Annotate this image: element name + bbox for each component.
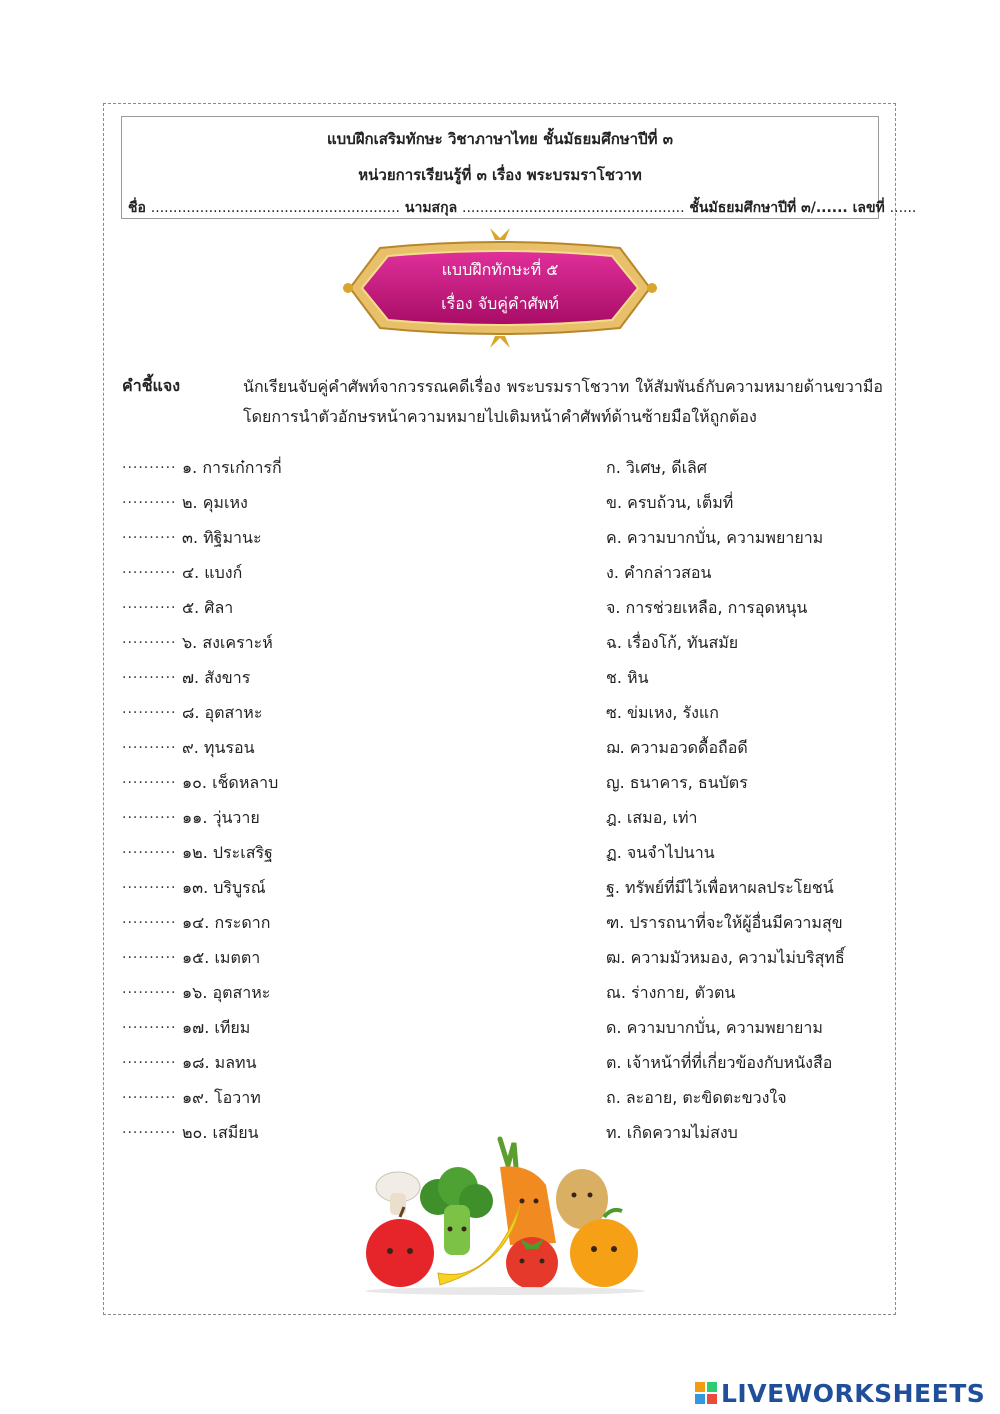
liveworksheets-icon: [695, 1382, 717, 1404]
meaning-item: ฒ. ความมัวหมอง, ความไม่บริสุทธิ์: [606, 948, 845, 967]
header-box: [121, 116, 917, 219]
instructions-text: นักเรียนจับคู่คำศัพท์จากวรรณคดีเรื่อง พระบรมราโชวาท ให้สัมพันธ์กับความหมายด้านขวามือโดยการนำตัวอักษรหน้าความหมายไปเติมหน้าคำศัพท์ด้านซ้ายมือให้ถูกต้อง: [243, 377, 883, 426]
term-item: ๑๘. มลทน: [182, 1053, 257, 1072]
match-row: [0, 666, 1000, 696]
answer-blank[interactable]: ..........: [122, 876, 177, 892]
term-item: ๑๒. ประเสริฐ: [182, 843, 273, 862]
answer-blank[interactable]: ..........: [122, 911, 177, 927]
match-row: [0, 561, 1000, 591]
term-item: ๗. สังขาร: [182, 668, 251, 687]
class-label: ชั้นมัธยมศึกษาปีที่ ๓/......: [689, 200, 848, 216]
answer-blank[interactable]: ..........: [122, 701, 177, 717]
badge-subtitle: เรื่อง จับคู่คำศัพท์: [441, 294, 559, 313]
unit-title: หน่วยการเรียนรู้ที่ ๓ เรื่อง พระบรมราโชวาท: [358, 166, 642, 184]
answer-blank[interactable]: ..........: [122, 1086, 177, 1102]
answer-blank[interactable]: ..........: [122, 736, 177, 752]
answer-blank[interactable]: ..........: [122, 806, 177, 822]
answer-blank[interactable]: ..........: [122, 526, 177, 542]
name-label: ชื่อ: [128, 200, 146, 216]
number-label: เลขที่: [852, 200, 885, 216]
meaning-item: ฌ. ความอวดดื้อถือดี: [606, 738, 748, 757]
match-row: [0, 631, 1000, 661]
answer-blank[interactable]: ..........: [122, 1121, 177, 1137]
surname-field[interactable]: ..................................................: [462, 200, 685, 216]
answer-blank[interactable]: ..........: [122, 456, 177, 472]
term-item: ๑๔. กระดาก: [182, 913, 271, 932]
term-item: ๑๕. เมตตา: [182, 948, 261, 967]
term-item: ๒. คุมเหง: [182, 493, 248, 512]
meaning-item: ค. ความบากบั่น, ความพยายาม: [606, 528, 824, 547]
term-item: ๘. อุตสาหะ: [182, 703, 263, 722]
number-field[interactable]: ......: [889, 200, 917, 216]
match-row: [0, 596, 1000, 626]
liveworksheets-wordmark: LIVEWORKSHEETS: [721, 1378, 986, 1408]
name-field[interactable]: ........................................................: [150, 200, 401, 216]
match-row: [0, 876, 1000, 906]
match-row: [0, 526, 1000, 556]
worksheet-title: แบบฝึกเสริมทักษะ วิชาภาษาไทย ชั้นมัธยมศึกษาปีที่ ๓: [327, 130, 673, 148]
term-item: ๙. ทุนรอน: [182, 738, 255, 757]
meaning-item: ต. เจ้าหน้าที่ที่เกี่ยวข้องกับหนังสือ: [606, 1053, 833, 1072]
fruit-vegetables-illustration: [360, 1135, 650, 1295]
answer-blank[interactable]: ..........: [122, 1016, 177, 1032]
term-item: ๑๓. บริบูรณ์: [182, 878, 266, 897]
term-item: ๑๐. เช็ดหลาบ: [182, 773, 279, 792]
meaning-item: จ. การช่วยเหลือ, การอุดหนุน: [606, 598, 808, 617]
term-item: ๔. แบงก์: [182, 563, 243, 582]
term-item: ๓. ทิฐิมานะ: [182, 528, 262, 547]
meaning-item: ฏ. จนจำไปนาน: [606, 843, 715, 862]
meaning-item: ฉ. เรื่องโก้, ทันสมัย: [606, 633, 739, 652]
match-row: [0, 806, 1000, 836]
exercise-badge: [340, 226, 660, 350]
match-row: [0, 911, 1000, 941]
meaning-item: ด. ความบากบั่น, ความพยายาม: [606, 1018, 823, 1037]
answer-blank[interactable]: ..........: [122, 596, 177, 612]
answer-blank[interactable]: ..........: [122, 1051, 177, 1067]
badge-frame: [340, 226, 660, 350]
term-item: ๑๑. วุ่นวาย: [182, 808, 260, 827]
term-item: ๕. ศิลา: [182, 598, 234, 617]
term-item: ๑๙. โอวาท: [182, 1088, 261, 1107]
match-row: [0, 841, 1000, 871]
meaning-item: ถ. ละอาย, ตะขิดตะขวงใจ: [606, 1088, 787, 1107]
meaning-item: ญ. ธนาคาร, ธนบัตร: [606, 773, 748, 792]
match-row: [0, 491, 1000, 521]
answer-blank[interactable]: ..........: [122, 981, 177, 997]
match-row: [0, 701, 1000, 731]
meaning-item: ณ. ร่างกาย, ตัวตน: [606, 983, 736, 1002]
match-row: [0, 456, 1000, 486]
meaning-item: ข. ครบถ้วน, เต็มที่: [606, 493, 734, 512]
badge-title: แบบฝึกทักษะที่ ๕: [441, 260, 559, 279]
meaning-item: ฐ. ทรัพย์ที่มีไว้เพื่อหาผลประโยชน์: [606, 878, 834, 897]
term-item: ๖. สงเคราะห์: [182, 633, 273, 652]
term-item: ๒๐. เสมียน: [182, 1123, 259, 1142]
match-row: [0, 1086, 1000, 1116]
meaning-item: ซ. ข่มเหง, รังแก: [606, 703, 719, 722]
answer-blank[interactable]: ..........: [122, 841, 177, 857]
answer-blank[interactable]: ..........: [122, 666, 177, 682]
liveworksheets-logo: [695, 1378, 985, 1408]
match-row: [0, 736, 1000, 766]
instructions-label: คำชี้แจง: [122, 376, 181, 395]
term-item: ๑๖. อุตสาหะ: [182, 983, 271, 1002]
match-row: [0, 981, 1000, 1011]
answer-blank[interactable]: ..........: [122, 946, 177, 962]
match-row: [0, 771, 1000, 801]
meaning-item: ท. เกิดความไม่สงบ: [606, 1123, 738, 1142]
meaning-item: ง. คำกล่าวสอน: [606, 563, 712, 582]
meaning-item: ช. หิน: [606, 668, 649, 687]
term-item: ๑๗. เทียม: [182, 1018, 251, 1037]
answer-blank[interactable]: ..........: [122, 631, 177, 647]
answer-blank[interactable]: ..........: [122, 491, 177, 507]
match-row: [0, 1051, 1000, 1081]
meaning-item: ฑ. ปรารถนาที่จะให้ผู้อื่นมีความสุข: [606, 913, 843, 932]
match-row: [0, 946, 1000, 976]
meaning-item: ฎ. เสมอ, เท่า: [606, 808, 698, 827]
answer-blank[interactable]: ..........: [122, 771, 177, 787]
term-item: ๑. การเก๋การกี่: [182, 458, 282, 477]
student-info-line: [128, 197, 917, 219]
meaning-item: ก. วิเศษ, ดีเลิศ: [606, 458, 708, 477]
surname-label: นามสกุล: [404, 200, 458, 216]
match-row: [0, 1016, 1000, 1046]
answer-blank[interactable]: ..........: [122, 561, 177, 577]
